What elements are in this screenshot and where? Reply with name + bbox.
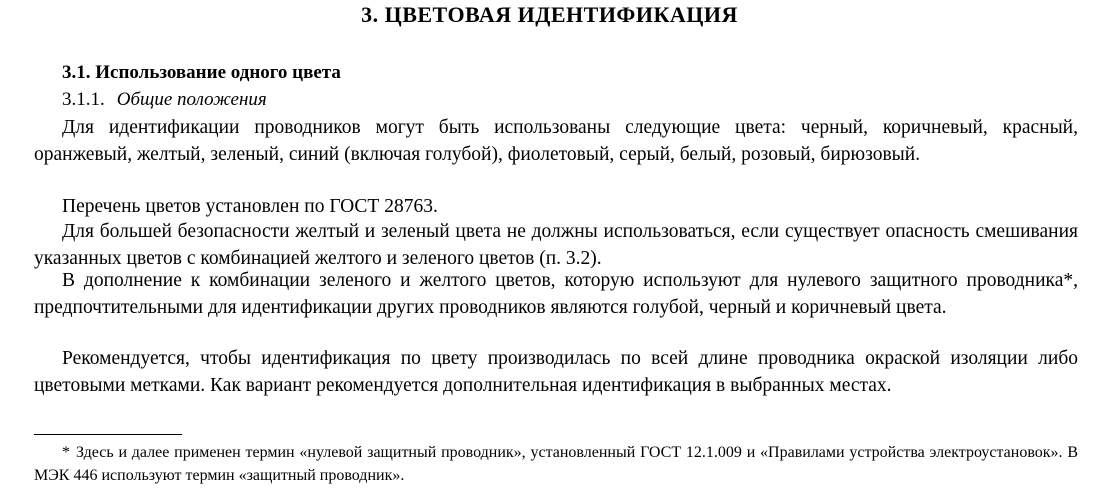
subsection-heading: 3.1. Использование одного цвета [62, 62, 341, 83]
subsubsection-number: 3.1.1. [62, 89, 105, 110]
footnote-divider [34, 434, 182, 435]
paragraph-colors-list: Для идентификации проводников могут быть использованы следующие цвета: черный, коричневый, красный, оранжевый, желтый, зеленый, синий (включая голубой), фиолетовый, серый, белый, розовый, бирюзовый. [34, 117, 1078, 165]
section-heading: 3. ЦВЕТОВАЯ ИДЕНТИФИКАЦИЯ [361, 2, 738, 27]
paragraph-recommendation: Рекомендуется, чтобы идентификация по цвету производилась по всей длине проводника окраской изоляции либо цветовыми метками. Как вариант рекомендуется дополнительная идентификация в выбранных местах. [34, 348, 1078, 396]
paragraph-preferred-colors: В дополнение к комбинации зеленого и желтого цветов, которую используют для нулевого защитного проводника*, предпочтительными для идентификации других проводников являются голубой, черный и коричневый цвета. [34, 270, 1078, 318]
paragraph-gost-reference: Перечень цветов установлен по ГОСТ 28763. [62, 196, 438, 217]
footnote-marker: * [62, 444, 70, 461]
paragraph-colors-list-block [34, 115, 1078, 168]
subsubsection-title: Общие положения [116, 89, 267, 110]
paragraph-safety-note: Для большей безопасности желтый и зеленый цвета не должны использоваться, если существует опасность смешивания указанных цветов с комбинацией желтого и зеленого цветов (п. 3.2). [34, 221, 1078, 269]
paragraph-recommendation-block [34, 346, 1078, 399]
paragraph-safety-note-block [34, 219, 1078, 272]
paragraph-gost-reference-block [34, 194, 1078, 221]
footnote-text: Здесь и далее применен термин «нулевой защитный проводник», установленный ГОСТ 12.1.009 и «Правилами устройства электроустановок». В МЭК 446 используют термин «защитный проводник». [34, 444, 1078, 484]
footnote [34, 441, 1078, 487]
paragraph-preferred-colors-block [34, 268, 1078, 321]
subsubsection-heading [62, 89, 267, 111]
